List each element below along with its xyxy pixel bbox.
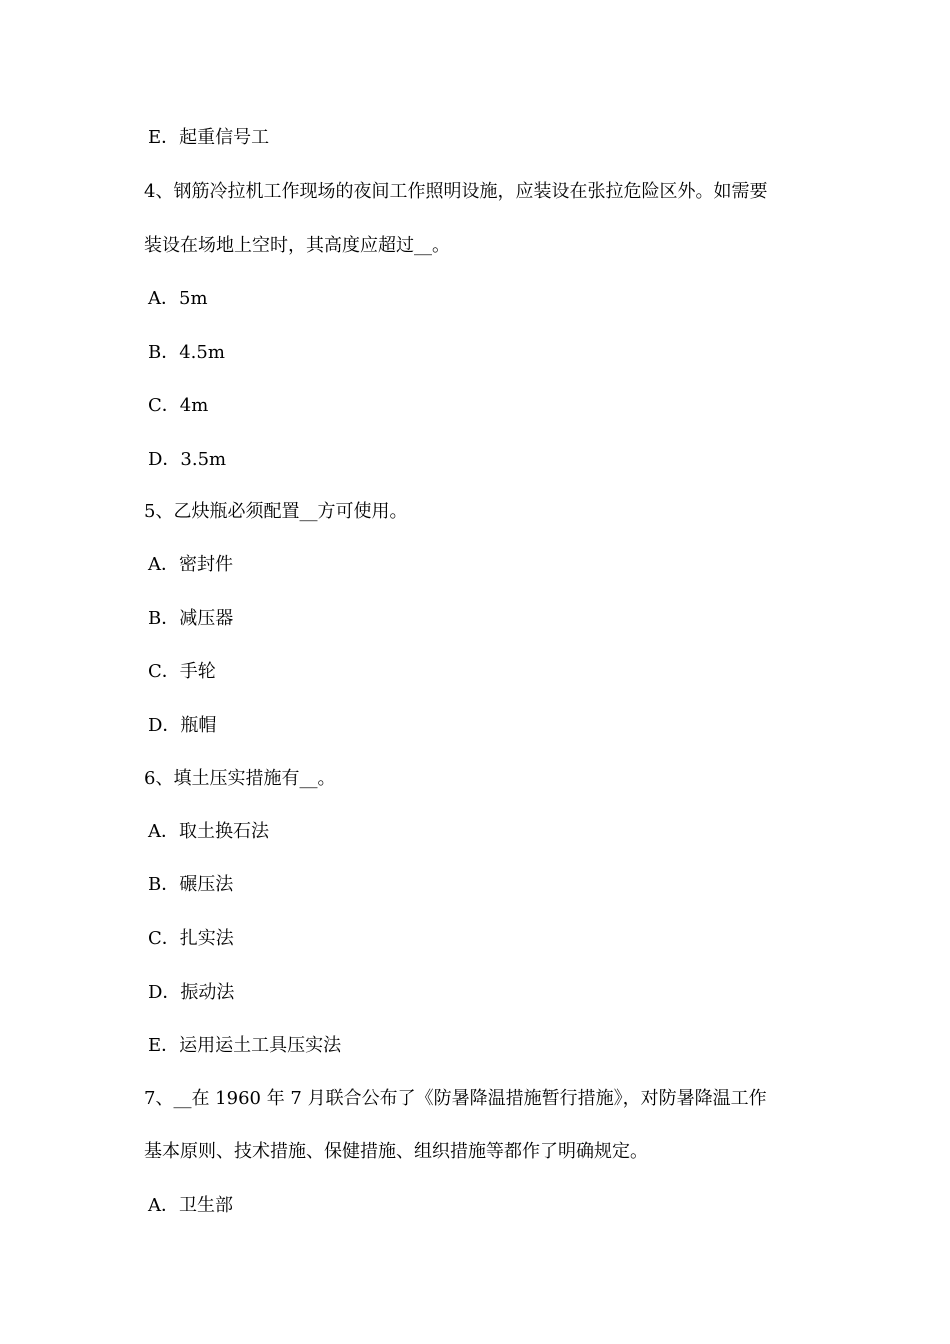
option-line: E．运用运土工具压实法 <box>148 1035 342 1056</box>
question-line: 6、填土压实措施有__。 <box>144 768 336 789</box>
option-line: D．振动法 <box>148 982 235 1003</box>
option-line: D．瓶帽 <box>148 715 217 736</box>
question-line: 装设在场地上空时，其高度应超过__。 <box>144 235 450 256</box>
question-line: 7、__在 1960 年 7 月联合公布了《防暑降温措施暂行措施》，对防暑降温工作 <box>144 1088 767 1109</box>
question-line: 4、钢筋冷拉机工作现场的夜间工作照明设施，应装设在张拉危险区外。如需要 <box>144 181 768 202</box>
option-line: E．起重信号工 <box>148 127 270 148</box>
option-line: A．取土换石法 <box>148 821 269 842</box>
question-line: 5、乙炔瓶必须配置__方可使用。 <box>144 501 408 522</box>
option-line: C．4m <box>148 395 209 416</box>
option-line: B．碾压法 <box>148 874 234 895</box>
option-line: C．手轮 <box>148 661 216 682</box>
option-line: B．减压器 <box>148 608 234 629</box>
option-line: A．5m <box>148 288 208 309</box>
option-line: D．3.5m <box>148 449 227 470</box>
option-line: A．卫生部 <box>148 1195 233 1216</box>
option-line: B．4.5m <box>148 342 225 363</box>
question-line: 基本原则、技术措施、保健措施、组织措施等都作了明确规定。 <box>144 1141 648 1162</box>
option-line: C．扎实法 <box>148 928 234 949</box>
option-line: A．密封件 <box>148 554 233 575</box>
